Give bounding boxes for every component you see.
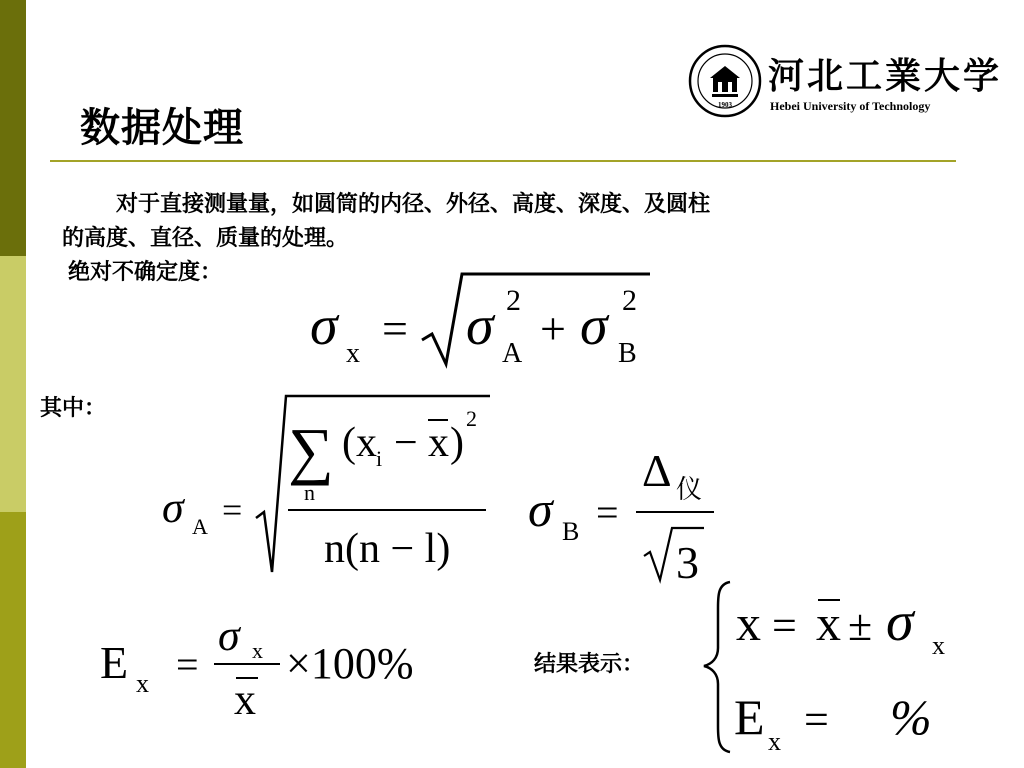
f2-paren-open: ( <box>342 420 356 466</box>
uncertainty-label: 绝对不确定度： <box>68 260 223 285</box>
f5-left-brace <box>704 582 730 752</box>
f5-e: E <box>734 689 765 745</box>
where-label: 其中： <box>40 396 107 421</box>
f3-delta: Δ <box>642 445 672 496</box>
f4-sigma-sub-x: x <box>252 638 263 663</box>
f3-three: 3 <box>676 537 699 586</box>
f3-sub-b: B <box>562 517 580 546</box>
f5-pm: ± <box>848 601 873 650</box>
f1-sigma-a: σ <box>466 295 494 357</box>
f5-equals: = <box>772 601 797 650</box>
f1-sub-x: x <box>346 338 360 369</box>
f5-e-equals: = <box>804 695 829 744</box>
f1-sup-2b: 2 <box>622 284 637 317</box>
f4-e: E <box>100 637 129 688</box>
f2-sup-2: 2 <box>466 406 477 431</box>
f5-sigma-sub-x: x <box>932 631 945 660</box>
f5-e-sub-x: x <box>768 727 781 756</box>
f2-paren-close: ) <box>450 420 464 466</box>
seal-year: 1903 <box>718 101 732 109</box>
paragraph-line-1: 对于直接测量量，如圆筒的内径、外径、高度、深度、及圆柱 <box>116 192 711 217</box>
f1-radical <box>422 274 650 364</box>
f5-xbar: x <box>816 595 841 651</box>
f5-percent: % <box>890 689 932 745</box>
f1-plus: + <box>540 303 566 354</box>
f5-x: x <box>736 595 761 651</box>
f2-sum: ∑ <box>288 415 334 486</box>
university-logo <box>688 44 1003 118</box>
f2-denominator: n(n − l) <box>324 526 451 572</box>
f1-sub-a: A <box>502 338 523 369</box>
title-divider <box>50 160 956 162</box>
decorative-strip-top <box>0 0 26 256</box>
f4-times-100: ×100% <box>286 639 414 688</box>
f4-sigma: σ <box>218 614 240 660</box>
formula-type-b-uncertainty <box>524 436 734 586</box>
f5-sigma: σ <box>886 591 914 653</box>
slide-title: 数据处理 <box>80 105 244 151</box>
university-chinese-name: 河北工業大学 <box>768 55 1003 97</box>
f4-sub-x: x <box>136 669 149 698</box>
f1-sigma: σ <box>310 295 338 357</box>
f1-sigma-b: σ <box>580 295 608 357</box>
result-label: 结果表示： <box>534 652 645 677</box>
f1-sup-2a: 2 <box>506 284 521 317</box>
f2-sub-i: i <box>376 446 383 471</box>
f1-sub-b: B <box>618 338 637 369</box>
f2-sum-n: n <box>304 480 315 505</box>
f4-xbar: x <box>234 675 256 724</box>
f1-equals: = <box>382 303 408 354</box>
f2-sub-a: A <box>192 514 208 539</box>
formula-combined-uncertainty <box>300 268 660 378</box>
formula-type-a-uncertainty <box>158 392 498 582</box>
university-english-name: Hebei University of Technology <box>770 99 931 113</box>
f2-sigma: σ <box>162 483 184 532</box>
f2-x: x <box>356 420 377 466</box>
f4-equals: = <box>176 642 199 687</box>
f3-sub-yi: 仪 <box>676 475 703 505</box>
f2-equals: = <box>222 490 243 530</box>
paragraph-line-2: 的高度、直径、质量的处理。 <box>62 226 349 251</box>
f3-equals: = <box>596 490 619 535</box>
decorative-strip-middle <box>0 256 26 512</box>
f2-minus: − <box>394 420 418 466</box>
formula-relative-uncertainty <box>96 614 456 724</box>
f2-xbar: x <box>428 420 449 466</box>
formula-result-representation <box>700 578 960 758</box>
university-seal-icon <box>688 44 762 118</box>
f3-sigma: σ <box>528 481 553 537</box>
decorative-strip-bottom <box>0 512 26 768</box>
